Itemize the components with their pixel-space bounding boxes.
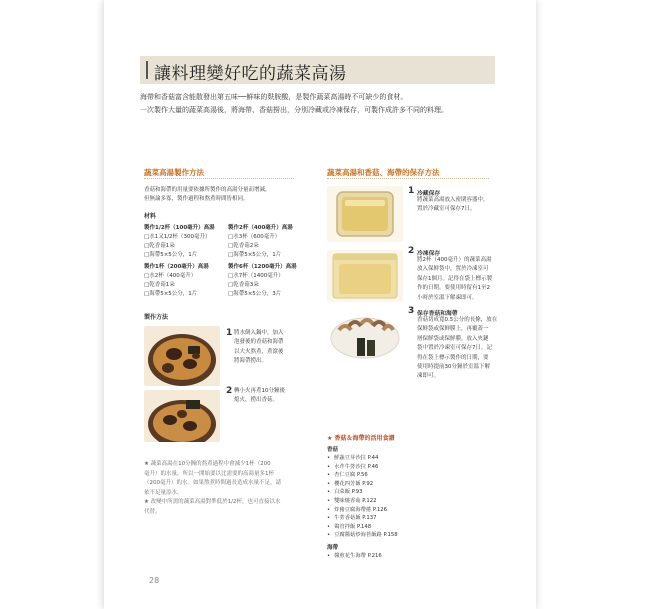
recipe-item: □水7杯（1400毫升） [228, 273, 284, 279]
step-line: 放入保鮮袋中，置於冷凍室可 [417, 266, 489, 273]
title-marker [146, 61, 148, 79]
recipe-group-label: 香菇 [327, 447, 339, 453]
container-illustration [327, 186, 403, 242]
bag-illustration [327, 250, 403, 302]
recipe-block [228, 224, 293, 260]
step-line: 香菇切成寬0.5公分的長條，放在 [417, 317, 498, 323]
step-line: 保鮮袋或保鮮膜上，再覆蓋一 [417, 326, 489, 333]
step-line: 將水倒入鍋中，加入 [234, 330, 284, 336]
recipe-item: □海帶5×5公分，1片 [144, 291, 198, 297]
step-line: 作的日期。要使用時留有1至2 [417, 285, 490, 292]
step-line: 小時於室溫下解凍即可。 [417, 294, 478, 301]
recipe-title: 製作1/2杯（100毫升）高湯 [144, 225, 215, 231]
recipe-item: □乾香菇3朵 [228, 282, 259, 288]
step-title: 冷藏保存 [417, 191, 441, 197]
left-description [144, 186, 271, 204]
recipe-block [144, 224, 215, 260]
step-line: 轉小火再煮10分鐘後 [234, 388, 285, 394]
list-item: • 醬煎花生海帶 P.216 [327, 552, 487, 561]
intro-line: 海帶和香菇富含能散發出第五味──鮮味的麩胺酸，是製作蔬菜高湯時不可缺少的食材。 [140, 93, 408, 101]
note-line: 依不足量添水。 [144, 489, 183, 496]
title-banner [140, 56, 495, 84]
step-line: 使用時提前30分鐘於室溫下解 [417, 364, 490, 371]
step-number: 1 [226, 328, 233, 338]
page-margin-right [535, 0, 655, 609]
sliced-mushroom-illustration [327, 308, 403, 366]
footnotes [144, 460, 281, 518]
list-item: • 炸豬豆腐海帶捲 P.126 [327, 506, 487, 515]
recipe-item: □乾香菇1朵 [144, 282, 175, 288]
right-section-heading: 蔬菜高湯和香菇、海帶的保存方法 [327, 168, 440, 177]
list-item: • 牛蒡香菇飯 P.137 [327, 514, 487, 523]
list-item: • 櫻花四芳飯 P.92 [327, 480, 487, 489]
recipe-block [144, 263, 209, 299]
left-section-heading: 蔬菜高湯製作方法 [144, 168, 204, 177]
intro-paragraph [140, 91, 490, 117]
recipe-item: □乾香菇2朵 [228, 243, 259, 249]
step-line: 將蔬菜高湯放入密閉容器中， [417, 197, 489, 203]
step-title: 保存香菇和海帶 [417, 311, 458, 317]
step-title: 冷凍保存 [417, 251, 441, 257]
step-number: 2 [408, 246, 415, 256]
note-line: 毫升）的水量，所以一開始要以比需要的高湯量多1杯 [144, 470, 275, 477]
step-number: 2 [226, 386, 233, 396]
step-text [417, 256, 492, 303]
desc-line: 香菇和海帶的用量要依據所製作的高湯分量而增減， [144, 187, 271, 193]
step-line: 保存1個月。記得在袋上標示製 [417, 275, 493, 282]
pot-illustration [144, 326, 220, 386]
method-label: 製作方法 [144, 314, 169, 321]
freezer-bag-photo [327, 250, 403, 302]
list-item: • 水芹牛蒡沙拉 P.46 [327, 463, 487, 472]
step-text [234, 387, 285, 406]
list-item: • 鶏管拌飯 P.148 [327, 523, 487, 532]
step-line: 袋中置於冷凍室可保存7日。記 [417, 345, 493, 352]
step-line: 得在袋上標示製作的日期，要 [417, 354, 489, 361]
step-line: 層保鮮袋或保鮮膜。放入夾鏈 [417, 335, 489, 342]
pot-illustration [144, 390, 220, 442]
step-line: 置於冷藏室可保存7日。 [417, 206, 476, 213]
step-line: 凍即可。 [417, 373, 440, 380]
step1-photo [144, 326, 220, 386]
step-line: 泡發後的香菇和海帶 [234, 339, 284, 346]
recipe-item: □水1又1/2杯（300毫升） [144, 234, 211, 240]
recipe-list [327, 454, 487, 540]
note-line: 代替。 [144, 508, 161, 515]
intro-line: 一次製作大量的蔬菜高湯後，將海帶、香菇撈出，分別冷藏或冷凍保存，可製作成許多不同的料理。 [140, 106, 448, 114]
note-line: （200毫升）的水。如果熬煮時間過長造成水量不足，請 [144, 480, 281, 487]
fridge-container-photo [327, 186, 403, 242]
right-heading-divider [327, 178, 489, 179]
recipe-title: 製作2杯（400毫升）高湯 [228, 225, 293, 231]
step2-photo [144, 390, 220, 442]
step-line: 以大火熬煮，煮滾後 [234, 348, 284, 355]
left-heading-divider [144, 178, 294, 179]
recipe-title: 製作1杯（200毫升）高湯 [144, 264, 209, 270]
step-line: 將海帶撈出。 [234, 358, 268, 365]
recipe-item: □水2杯（400毫升） [144, 273, 197, 279]
list-item: • 豆腐醬菇炒海苔飯路 P.158 [327, 531, 487, 540]
recipe-item: □海帶5×5公分，3片 [228, 291, 282, 297]
recipe-group-label: 海帶 [327, 544, 339, 551]
list-item: • 白菜飯 P.93 [327, 488, 487, 497]
recipe-title: 製作6杯（1200毫升）高湯 [228, 264, 297, 270]
recipe-item: □水3杯（600毫升） [228, 234, 281, 240]
mushroom-kelp-photo [327, 308, 403, 366]
related-recipes [327, 433, 487, 561]
list-item: • 杏仁豆腐 P.56 [327, 471, 487, 480]
recipe-item: □乾香菇1朵 [144, 243, 175, 249]
page-number: 28 [149, 576, 160, 585]
recipe-item: □海帶5×5公分，1片 [228, 252, 282, 258]
list-item: • 雙味燒香菇 P.122 [327, 497, 487, 506]
note-line: ★ 蔬菜高湯在10分鐘的熬煮過程中會減少1杯（200 [144, 461, 271, 467]
step-text [417, 196, 489, 215]
recipe-item: □海帶5×5公分，1片 [144, 252, 198, 258]
recipe-list [327, 552, 487, 561]
recipe-block [228, 263, 297, 299]
step-number: 3 [408, 306, 415, 316]
page-margin-left [0, 0, 104, 609]
list-item: • 鮮蔬豆芽沙拉 P.44 [327, 454, 487, 463]
step-text [417, 316, 497, 382]
note-line: ★ 改變中所需的蔬菜高湯對準低於1/2杯，也可直接以水 [144, 499, 281, 506]
related-recipes-title: ★ 香菇＆海帶的活用食譜 [327, 435, 395, 442]
materials-label: 材料 [144, 213, 157, 220]
step-line: 將2杯（400毫升）的蔬菜高湯 [417, 257, 492, 263]
desc-line: 但無論多寡，製作過程和熬煮時間皆相同。 [144, 196, 249, 202]
step-text [234, 329, 284, 367]
page-title: 讓料理變好吃的蔬菜高湯 [154, 64, 347, 84]
step-line: 熄火，撈出香菇。 [234, 397, 279, 404]
step-number: 1 [408, 186, 415, 196]
